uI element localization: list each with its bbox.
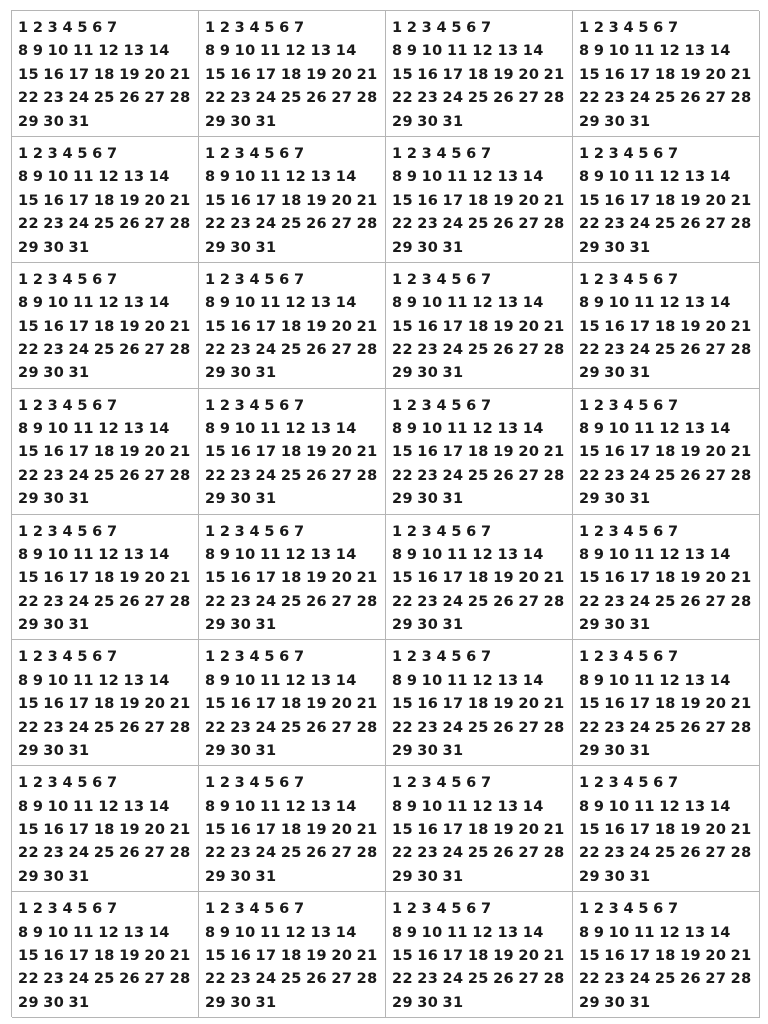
calendar-line: 15 16 17 18 19 20 21 <box>205 66 378 83</box>
calendar-line: 1 2 3 4 5 6 7 <box>205 649 305 666</box>
calendar-line: 29 30 31 <box>18 365 90 382</box>
calendar-line: 22 23 24 25 26 27 28 <box>205 845 378 862</box>
calendar-line: 29 30 31 <box>392 239 464 256</box>
calendar-line: 1 2 3 4 5 6 7 <box>392 775 492 792</box>
calendar-line: 29 30 31 <box>18 743 90 759</box>
calendar-cell <box>573 640 760 766</box>
calendar-line: 1 2 3 4 5 6 7 <box>579 523 679 540</box>
calendar-line: 1 2 3 4 5 6 7 <box>205 775 305 792</box>
calendar-line: 1 2 3 4 5 6 7 <box>205 271 305 288</box>
calendar-cell <box>199 515 386 641</box>
calendar-cell <box>386 515 573 641</box>
calendar-line: 1 2 3 4 5 6 7 <box>392 901 492 918</box>
calendar-line: 8 9 10 11 12 13 14 <box>18 421 170 438</box>
calendar-line: 22 23 24 25 26 27 28 <box>392 719 565 736</box>
calendar-line: 1 2 3 4 5 6 7 <box>392 649 492 666</box>
calendar-line: 8 9 10 11 12 13 14 <box>18 295 170 312</box>
calendar-line: 15 16 17 18 19 20 21 <box>392 947 565 964</box>
calendar-cell <box>386 389 573 515</box>
calendar-line: 22 23 24 25 26 27 28 <box>392 216 565 233</box>
calendar-line: 29 30 31 <box>205 994 277 1011</box>
calendar-line: 1 2 3 4 5 6 7 <box>579 271 679 288</box>
calendar-cell <box>386 11 573 137</box>
calendar-line: 29 30 31 <box>579 868 651 885</box>
calendar-line: 22 23 24 25 26 27 28 <box>392 341 565 358</box>
calendar-line: 22 23 24 25 26 27 28 <box>392 90 565 107</box>
calendar-cell <box>199 892 386 1018</box>
calendar-line: 8 9 10 11 12 13 14 <box>205 43 357 60</box>
calendar-line: 8 9 10 11 12 13 14 <box>18 672 170 689</box>
calendar-line: 29 30 31 <box>392 617 464 634</box>
calendar-line: 1 2 3 4 5 6 7 <box>205 145 305 162</box>
calendar-line: 8 9 10 11 12 13 14 <box>579 546 731 563</box>
calendar-line: 15 16 17 18 19 20 21 <box>205 570 378 587</box>
calendar-line: 1 2 3 4 5 6 7 <box>579 775 679 792</box>
calendar-line: 8 9 10 11 12 13 14 <box>18 798 170 815</box>
calendar-line: 29 30 31 <box>18 617 90 634</box>
calendar-line: 29 30 31 <box>392 491 464 508</box>
calendar-line: 29 30 31 <box>392 365 464 382</box>
calendar-line: 8 9 10 11 12 13 14 <box>579 295 731 312</box>
calendar-line: 29 30 31 <box>205 365 277 382</box>
calendar-sheet <box>11 10 759 1017</box>
calendar-line: 8 9 10 11 12 13 14 <box>392 295 544 312</box>
calendar-line: 15 16 17 18 19 20 21 <box>579 444 752 461</box>
calendar-cell <box>12 515 199 641</box>
calendar-cell <box>199 263 386 389</box>
calendar-line: 8 9 10 11 12 13 14 <box>18 546 170 563</box>
calendar-cell <box>199 389 386 515</box>
calendar-line: 22 23 24 25 26 27 28 <box>579 593 752 610</box>
calendar-line: 15 16 17 18 19 20 21 <box>579 66 752 83</box>
calendar-line: 1 2 3 4 5 6 7 <box>18 523 118 540</box>
calendar-cell <box>199 640 386 766</box>
calendar-line: 1 2 3 4 5 6 7 <box>579 901 679 918</box>
calendar-line: 1 2 3 4 5 6 7 <box>18 901 118 918</box>
calendar-line: 1 2 3 4 5 6 7 <box>579 649 679 666</box>
calendar-line: 8 9 10 11 12 13 14 <box>392 546 544 563</box>
calendar-line: 29 30 31 <box>205 743 277 759</box>
calendar-line: 15 16 17 18 19 20 21 <box>205 444 378 461</box>
calendar-line: 29 30 31 <box>392 994 464 1011</box>
calendar-line: 1 2 3 4 5 6 7 <box>392 20 492 36</box>
calendar-line: 15 16 17 18 19 20 21 <box>392 66 565 83</box>
calendar-cell <box>573 766 760 892</box>
calendar-line: 29 30 31 <box>205 239 277 256</box>
calendar-line: 29 30 31 <box>18 491 90 508</box>
calendar-line: 29 30 31 <box>392 743 464 759</box>
calendar-line: 1 2 3 4 5 6 7 <box>205 20 305 36</box>
calendar-line: 8 9 10 11 12 13 14 <box>392 672 544 689</box>
calendar-line: 29 30 31 <box>579 491 651 508</box>
calendar-line: 1 2 3 4 5 6 7 <box>18 775 118 792</box>
calendar-line: 8 9 10 11 12 13 14 <box>205 169 357 186</box>
calendar-line: 8 9 10 11 12 13 14 <box>579 672 731 689</box>
calendar-line: 1 2 3 4 5 6 7 <box>18 20 118 36</box>
calendar-cell <box>199 137 386 263</box>
calendar-line: 1 2 3 4 5 6 7 <box>18 271 118 288</box>
calendar-line: 22 23 24 25 26 27 28 <box>579 216 752 233</box>
calendar-cell <box>12 263 199 389</box>
calendar-cell <box>12 640 199 766</box>
calendar-line: 1 2 3 4 5 6 7 <box>392 397 492 414</box>
calendar-cell <box>573 515 760 641</box>
calendar-line: 29 30 31 <box>579 743 651 759</box>
calendar-line: 1 2 3 4 5 6 7 <box>392 145 492 162</box>
calendar-line: 22 23 24 25 26 27 28 <box>392 971 565 988</box>
calendar-cell <box>386 640 573 766</box>
calendar-cell <box>573 892 760 1018</box>
calendar-line: 22 23 24 25 26 27 28 <box>205 341 378 358</box>
calendar-line: 22 23 24 25 26 27 28 <box>18 845 191 862</box>
calendar-line: 22 23 24 25 26 27 28 <box>579 971 752 988</box>
calendar-line: 15 16 17 18 19 20 21 <box>18 192 191 209</box>
calendar-line: 8 9 10 11 12 13 14 <box>579 421 731 438</box>
calendar-line: 29 30 31 <box>579 113 651 130</box>
calendar-cell <box>199 11 386 137</box>
calendar-line: 29 30 31 <box>18 239 90 256</box>
calendar-line: 15 16 17 18 19 20 21 <box>18 947 191 964</box>
calendar-line: 22 23 24 25 26 27 28 <box>392 845 565 862</box>
calendar-line: 8 9 10 11 12 13 14 <box>205 546 357 563</box>
calendar-line: 15 16 17 18 19 20 21 <box>579 570 752 587</box>
calendar-line: 29 30 31 <box>205 113 277 130</box>
calendar-line: 1 2 3 4 5 6 7 <box>205 901 305 918</box>
calendar-line: 29 30 31 <box>579 239 651 256</box>
calendar-line: 29 30 31 <box>205 491 277 508</box>
calendar-line: 22 23 24 25 26 27 28 <box>18 216 191 233</box>
calendar-line: 15 16 17 18 19 20 21 <box>579 947 752 964</box>
calendar-line: 29 30 31 <box>18 113 90 130</box>
calendar-cell <box>573 137 760 263</box>
calendar-line: 15 16 17 18 19 20 21 <box>579 822 752 839</box>
calendar-line: 22 23 24 25 26 27 28 <box>579 90 752 107</box>
calendar-line: 8 9 10 11 12 13 14 <box>18 43 170 60</box>
calendar-line: 15 16 17 18 19 20 21 <box>392 570 565 587</box>
calendar-line: 15 16 17 18 19 20 21 <box>579 318 752 335</box>
calendar-line: 8 9 10 11 12 13 14 <box>205 924 357 941</box>
calendar-line: 1 2 3 4 5 6 7 <box>579 397 679 414</box>
calendar-line: 1 2 3 4 5 6 7 <box>392 271 492 288</box>
calendar-line: 1 2 3 4 5 6 7 <box>205 523 305 540</box>
calendar-cell <box>12 11 199 137</box>
calendar-line: 15 16 17 18 19 20 21 <box>205 192 378 209</box>
calendar-cell <box>12 892 199 1018</box>
calendar-line: 29 30 31 <box>579 365 651 382</box>
calendar-line: 22 23 24 25 26 27 28 <box>205 719 378 736</box>
calendar-line: 1 2 3 4 5 6 7 <box>18 649 118 666</box>
calendar-line: 8 9 10 11 12 13 14 <box>579 169 731 186</box>
calendar-line: 15 16 17 18 19 20 21 <box>205 822 378 839</box>
calendar-line: 29 30 31 <box>392 113 464 130</box>
calendar-line: 15 16 17 18 19 20 21 <box>18 318 191 335</box>
calendar-line: 15 16 17 18 19 20 21 <box>579 192 752 209</box>
calendar-line: 22 23 24 25 26 27 28 <box>579 719 752 736</box>
calendar-line: 22 23 24 25 26 27 28 <box>579 341 752 358</box>
calendar-line: 29 30 31 <box>18 868 90 885</box>
calendar-line: 1 2 3 4 5 6 7 <box>205 397 305 414</box>
calendar-line: 22 23 24 25 26 27 28 <box>579 845 752 862</box>
calendar-line: 15 16 17 18 19 20 21 <box>392 444 565 461</box>
calendar-cell <box>573 11 760 137</box>
calendar-line: 22 23 24 25 26 27 28 <box>205 467 378 484</box>
calendar-line: 29 30 31 <box>579 617 651 634</box>
calendar-line: 1 2 3 4 5 6 7 <box>579 145 679 162</box>
calendar-line: 15 16 17 18 19 20 21 <box>205 947 378 964</box>
calendar-line: 22 23 24 25 26 27 28 <box>205 971 378 988</box>
calendar-line: 8 9 10 11 12 13 14 <box>205 421 357 438</box>
calendar-line: 8 9 10 11 12 13 14 <box>392 924 544 941</box>
calendar-cell <box>573 389 760 515</box>
calendar-line: 15 16 17 18 19 20 21 <box>18 66 191 83</box>
calendar-line: 15 16 17 18 19 20 21 <box>392 822 565 839</box>
calendar-line: 22 23 24 25 26 27 28 <box>18 467 191 484</box>
calendar-line: 1 2 3 4 5 6 7 <box>392 523 492 540</box>
calendar-line: 15 16 17 18 19 20 21 <box>392 192 565 209</box>
calendar-line: 15 16 17 18 19 20 21 <box>18 696 191 713</box>
calendar-line: 1 2 3 4 5 6 7 <box>18 397 118 414</box>
calendar-cell <box>386 892 573 1018</box>
calendar-line: 1 2 3 4 5 6 7 <box>579 20 679 36</box>
calendar-line: 22 23 24 25 26 27 28 <box>205 216 378 233</box>
calendar-cell <box>386 263 573 389</box>
calendar-line: 29 30 31 <box>392 868 464 885</box>
calendar-line: 15 16 17 18 19 20 21 <box>18 570 191 587</box>
calendar-line: 29 30 31 <box>205 868 277 885</box>
calendar-line: 15 16 17 18 19 20 21 <box>205 696 378 713</box>
calendar-cell <box>386 766 573 892</box>
calendar-line: 22 23 24 25 26 27 28 <box>205 90 378 107</box>
calendar-line: 22 23 24 25 26 27 28 <box>18 90 191 107</box>
calendar-line: 1 2 3 4 5 6 7 <box>18 145 118 162</box>
calendar-cell <box>573 263 760 389</box>
calendar-line: 29 30 31 <box>579 994 651 1011</box>
calendar-line: 8 9 10 11 12 13 14 <box>18 924 170 941</box>
calendar-line: 8 9 10 11 12 13 14 <box>392 169 544 186</box>
calendar-line: 22 23 24 25 26 27 28 <box>18 593 191 610</box>
calendar-line: 8 9 10 11 12 13 14 <box>579 798 731 815</box>
calendar-line: 15 16 17 18 19 20 21 <box>579 696 752 713</box>
calendar-line: 15 16 17 18 19 20 21 <box>392 318 565 335</box>
calendar-cell <box>199 766 386 892</box>
calendar-line: 8 9 10 11 12 13 14 <box>579 924 731 941</box>
calendar-line: 29 30 31 <box>18 994 90 1011</box>
calendar-line: 8 9 10 11 12 13 14 <box>579 43 731 60</box>
calendar-line: 8 9 10 11 12 13 14 <box>205 798 357 815</box>
calendar-line: 8 9 10 11 12 13 14 <box>18 169 170 186</box>
calendar-line: 15 16 17 18 19 20 21 <box>392 696 565 713</box>
calendar-line: 8 9 10 11 12 13 14 <box>205 295 357 312</box>
calendar-line: 22 23 24 25 26 27 28 <box>392 593 565 610</box>
calendar-line: 8 9 10 11 12 13 14 <box>392 798 544 815</box>
calendar-line: 22 23 24 25 26 27 28 <box>392 467 565 484</box>
calendar-line: 29 30 31 <box>205 617 277 634</box>
calendar-line: 8 9 10 11 12 13 14 <box>392 43 544 60</box>
calendar-line: 8 9 10 11 12 13 14 <box>392 421 544 438</box>
calendar-line: 8 9 10 11 12 13 14 <box>205 672 357 689</box>
calendar-cell <box>12 137 199 263</box>
calendar-cell <box>12 766 199 892</box>
calendar-line: 22 23 24 25 26 27 28 <box>205 593 378 610</box>
calendar-cell <box>12 389 199 515</box>
calendar-line: 22 23 24 25 26 27 28 <box>18 719 191 736</box>
calendar-line: 15 16 17 18 19 20 21 <box>18 822 191 839</box>
calendar-line: 15 16 17 18 19 20 21 <box>205 318 378 335</box>
calendar-cell <box>386 137 573 263</box>
calendar-line: 22 23 24 25 26 27 28 <box>579 467 752 484</box>
calendar-line: 22 23 24 25 26 27 28 <box>18 971 191 988</box>
calendar-line: 15 16 17 18 19 20 21 <box>18 444 191 461</box>
calendar-line: 22 23 24 25 26 27 28 <box>18 341 191 358</box>
